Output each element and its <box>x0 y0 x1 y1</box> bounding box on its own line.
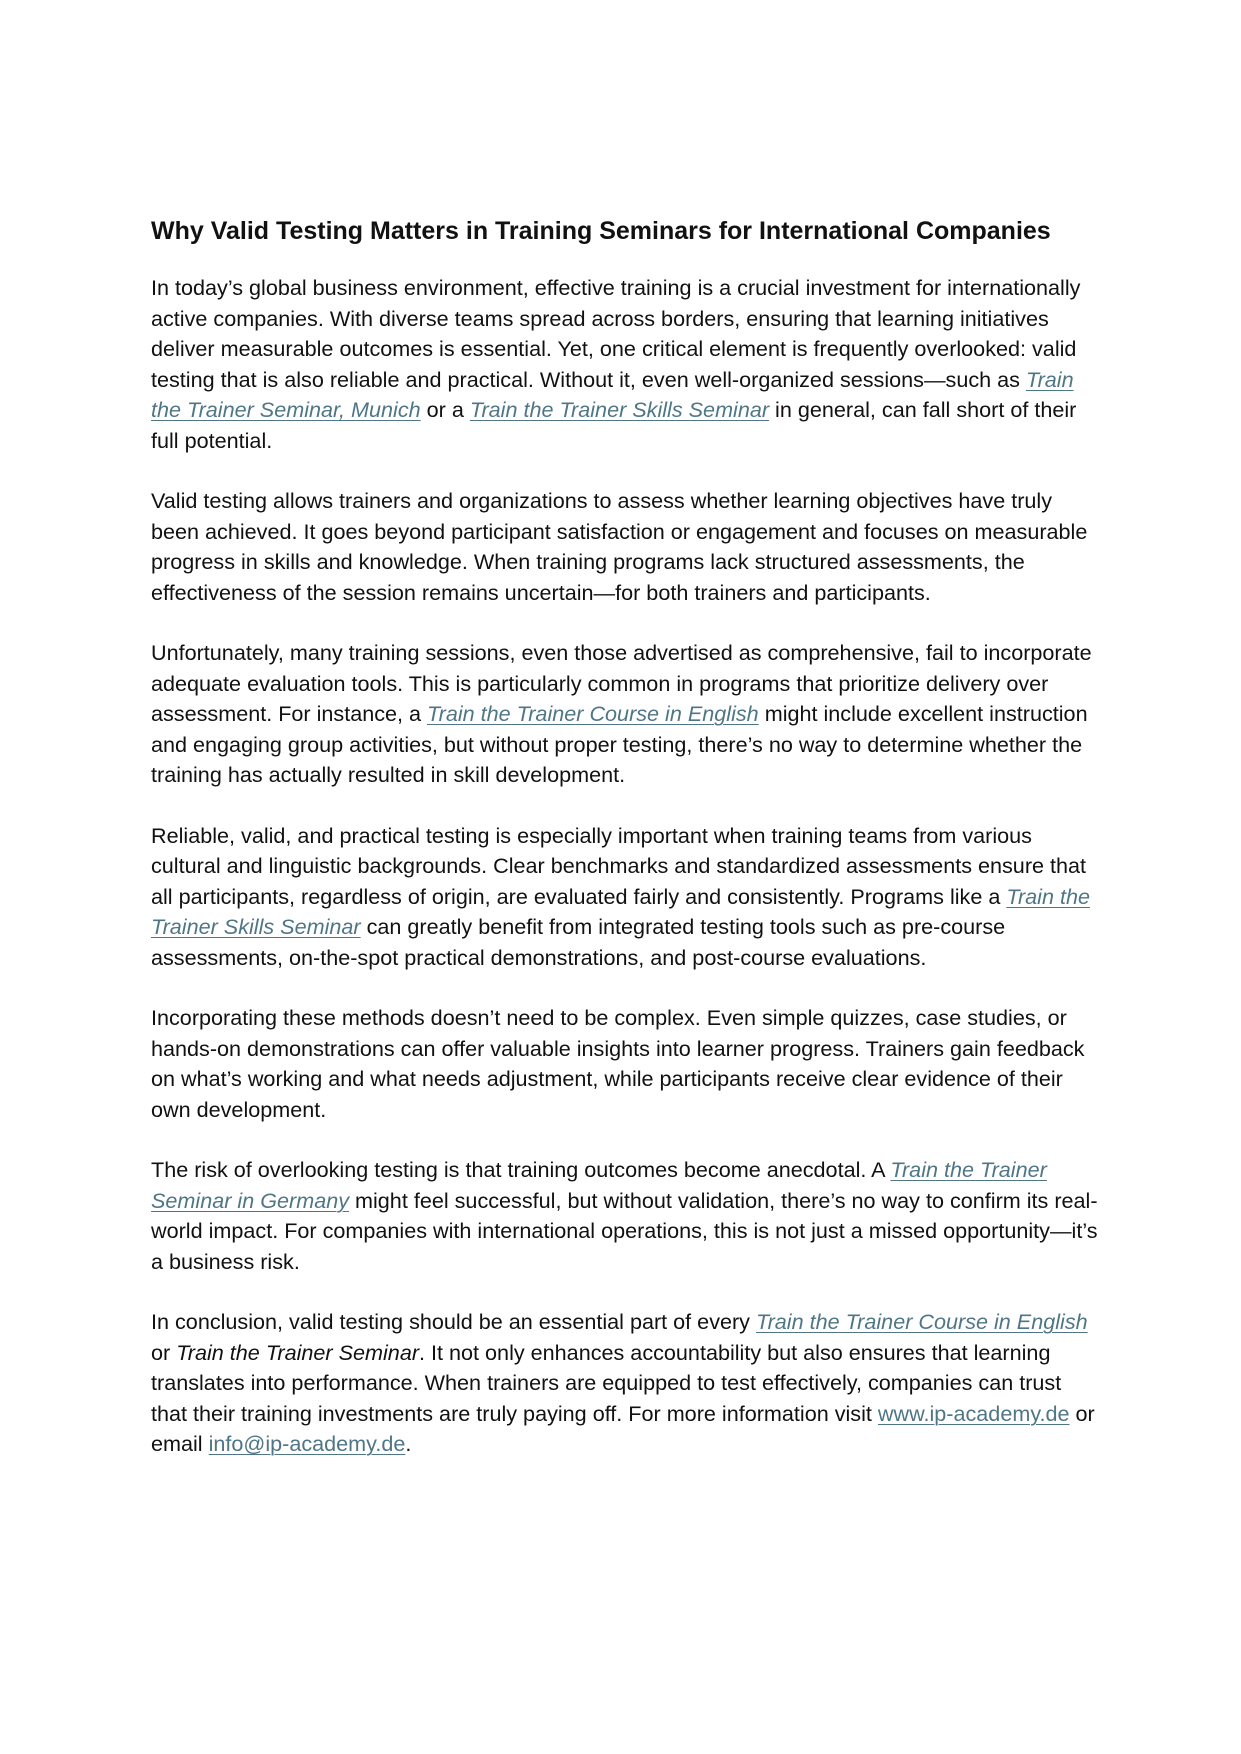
paragraph-text: Incorporating these methods doesn’t need to be complex. Even simple quizzes, case studies, or hands-on demonstrations can offer valuable insights into learner progress. Trainers gain feedback on what’s working and what needs adjustment, while participants receive clear evidence of their own development. <box>151 1005 1085 1122</box>
paragraph-text: in general, can fall short of their full potential. <box>151 397 1077 453</box>
paragraph-7 <box>151 1307 1103 1460</box>
paragraph-6 <box>151 1155 1103 1277</box>
link-train-the-trainer-course-in-english[interactable]: Train the Trainer Course in English <box>755 1309 1088 1334</box>
emphasis-train-the-trainer-seminar: Train the Trainer Seminar <box>176 1339 420 1365</box>
link-train-the-trainer-skills-seminar[interactable]: Train the Trainer Skills Seminar <box>151 883 1090 939</box>
link-website[interactable]: www.ip-academy.de <box>877 1400 1070 1426</box>
paragraph-3 <box>151 638 1103 791</box>
paragraph-text: . <box>405 1431 412 1456</box>
link-train-the-trainer-course-in-english[interactable]: Train the Trainer Course in English <box>427 701 759 726</box>
paragraph-text: might include excellent instruction and engaging group activities, but without proper testing, there’s no way to determine whether the training has actually resulted in skill development. <box>151 701 1088 787</box>
link-train-the-trainer-seminar-in-germany[interactable]: Train the Trainer Seminar in Germany <box>151 1157 1047 1213</box>
paragraph-text: Unfortunately, many training sessions, even those advertised as comprehensive, fail to incorporate adequate evaluation tools. This is particularly common in programs that prioritize delivery over assessment. For instance, a <box>151 640 1092 726</box>
paragraph-text: can greatly benefit from integrated testing tools such as pre-course assessments, on-the-spot practical demonstrations, and post-course evaluations. <box>151 914 1006 970</box>
link-train-the-trainer-skills-seminar[interactable]: Train the Trainer Skills Seminar <box>469 397 770 422</box>
link-train-the-trainer-seminar-munich[interactable]: Train the Trainer Seminar, Munich <box>151 366 1074 422</box>
paragraph-text: In today’s global business environment, effective training is a crucial investment for internationally active companies. With diverse teams spread across borders, ensuring that learning initiatives deliver measurable outcomes is essential. Yet, one critical element is frequently overlooked: valid testing that is also reliable and practical. Without it, even well-organized sessions—such as <box>151 275 1081 392</box>
paragraph-text: or email <box>151 1400 1095 1456</box>
paragraph-2 <box>151 486 1103 608</box>
paragraph-text: Reliable, valid, and practical testing is especially important when training teams from various cultural and linguistic backgrounds. Clear benchmarks and standardized assessments ensure that all participants, regardless of origin, are evaluated fairly and consistently. Programs like a <box>151 822 1087 909</box>
paragraph-text: or <box>151 1339 177 1365</box>
paragraph-text: In conclusion, valid testing should be an essential part of every <box>151 1309 756 1334</box>
document-title: Why Valid Testing Matters in Training Seminars for International Companies <box>151 217 1051 245</box>
paragraph-1 <box>151 273 1103 456</box>
paragraph-text: Valid testing allows trainers and organizations to assess whether learning objectives have truly been achieved. It goes beyond participant satisfaction or engagement and focuses on measurable progress in skills and knowledge. When training programs lack structured assessments, the effectiveness of the session remains uncertain—for both trainers and participants. <box>151 488 1088 605</box>
paragraph-4 <box>151 821 1103 974</box>
paragraph-text: or a <box>420 397 470 422</box>
paragraph-text: might feel successful, but without validation, there’s no way to confirm its real-world impact. For companies with international operations, this is not just a missed opportunity—it’s a business risk. <box>151 1187 1098 1274</box>
paragraph-text: . It not only enhances accountability but also ensures that learning translates into performance. When trainers are equipped to test effectively, companies can trust that their training investments are truly paying off. For more information visit <box>151 1339 1062 1426</box>
paragraph-text: The risk of overlooking testing is that training outcomes become anecdotal. A <box>151 1157 891 1182</box>
paragraph-5 <box>151 1003 1103 1125</box>
link-email[interactable]: info@ip-academy.de <box>208 1431 406 1456</box>
document-page <box>151 214 1103 1490</box>
